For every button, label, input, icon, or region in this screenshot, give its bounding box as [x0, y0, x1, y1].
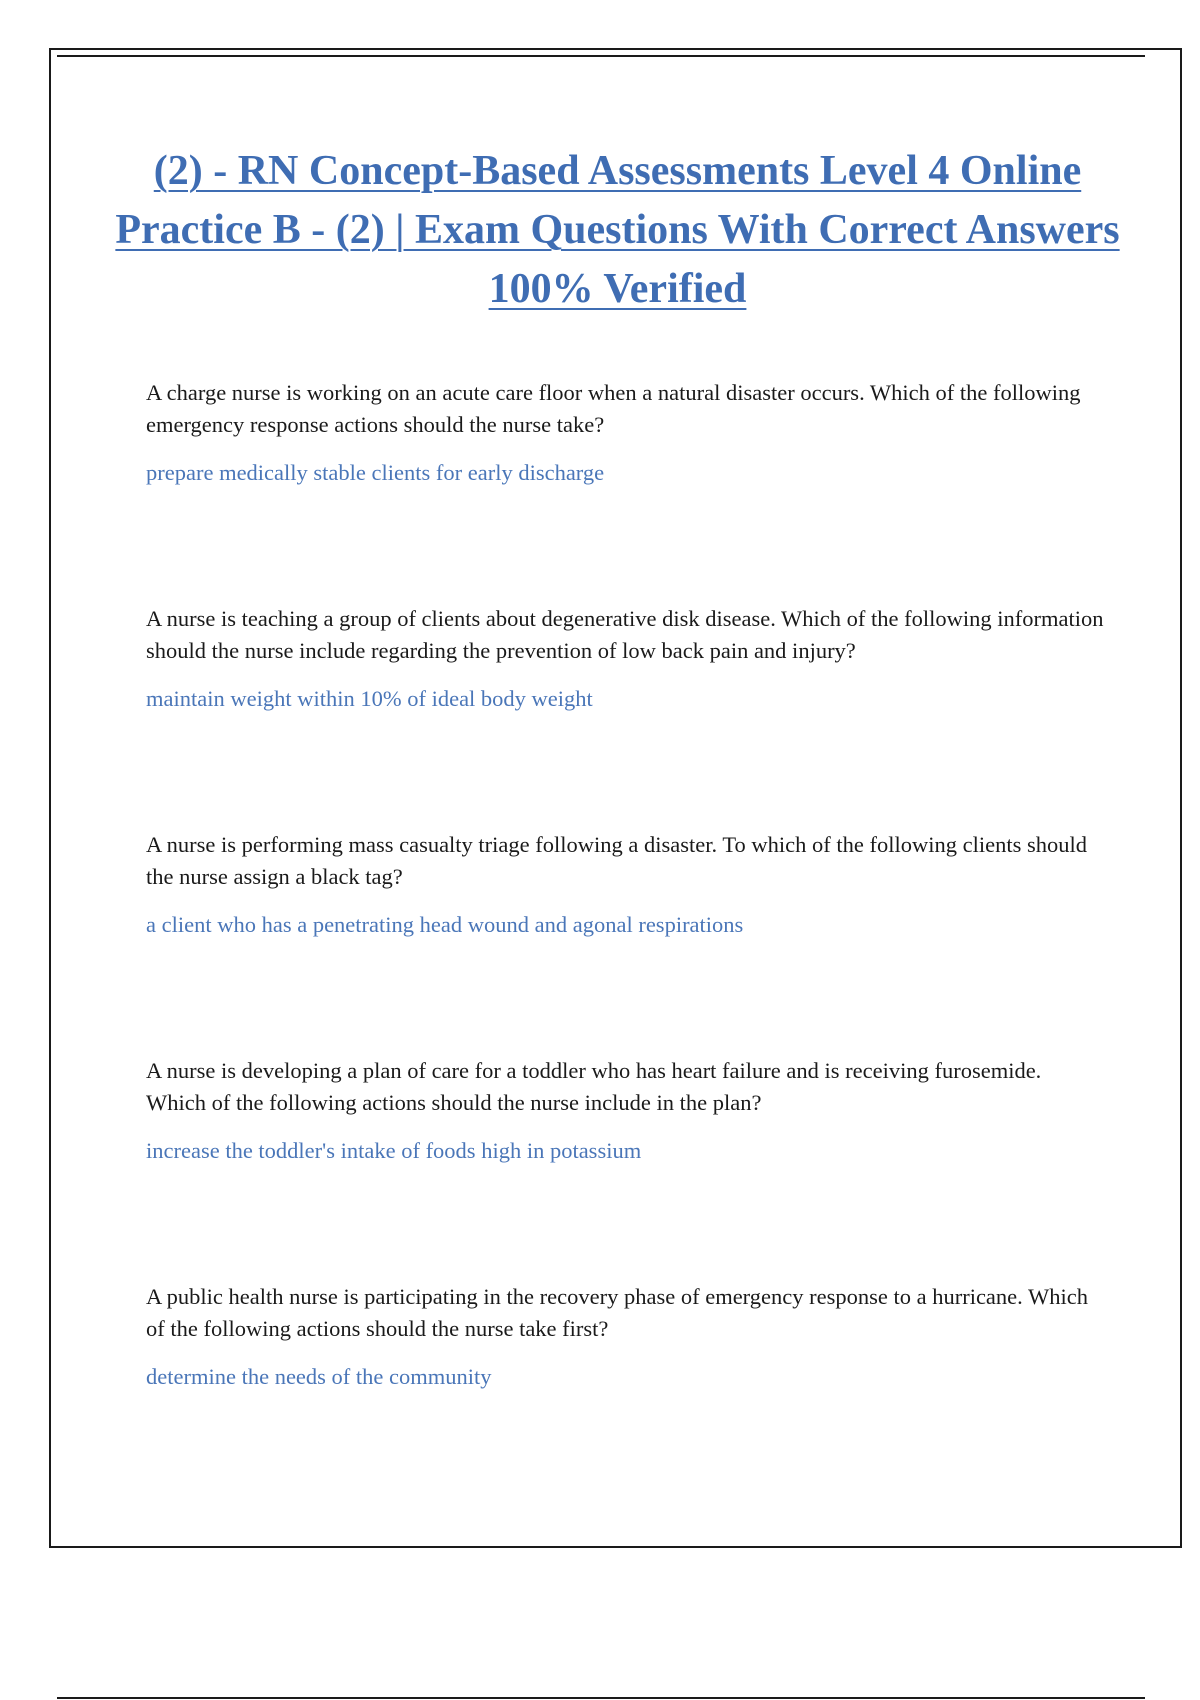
question-text: A nurse is performing mass casualty triage following a disaster. To which of the following clients should the nurse assign a black tag?: [146, 832, 1087, 889]
answer-text: increase the toddler's intake of foods high in potassium: [146, 1138, 642, 1163]
answer-text: prepare medically stable clients for early discharge: [146, 460, 605, 485]
document-title[interactable]: (2) - RN Concept-Based Assessments Level 4 Online Practice B - (2) | Exam Questions With Correct Answers 100% Verified: [115, 148, 1120, 312]
question-text: A public health nurse is participating in the recovery phase of emergency response to a hurricane. Which of the following actions should the nurse take first?: [146, 1284, 1088, 1341]
qa-item: [146, 1281, 1106, 1507]
question-text: A nurse is developing a plan of care for a toddler who has heart failure and is receiving furosemide. Which of the following actions should the nurse include in the plan?: [146, 1058, 1042, 1115]
qa-item: [146, 829, 1106, 1055]
answer-text: maintain weight within 10% of ideal body weight: [146, 686, 593, 711]
qa-item: [146, 603, 1106, 829]
answer-text: a client who has a penetrating head wound and agonal respirations: [146, 912, 744, 937]
bottom-rule: [57, 1697, 1145, 1699]
answer-text: determine the needs of the community: [146, 1364, 492, 1389]
top-rule: [57, 55, 1145, 57]
question-text: A nurse is teaching a group of clients about degenerative disk disease. Which of the following information should the nurse include regarding the prevention of low back pain and injury?: [146, 606, 1104, 663]
question-text: A charge nurse is working on an acute care floor when a natural disaster occurs. Which of the following emergency response actions should the nurse take?: [146, 380, 1081, 437]
qa-list: [146, 377, 1106, 1507]
qa-item: [146, 1055, 1106, 1281]
qa-item: [146, 377, 1106, 603]
